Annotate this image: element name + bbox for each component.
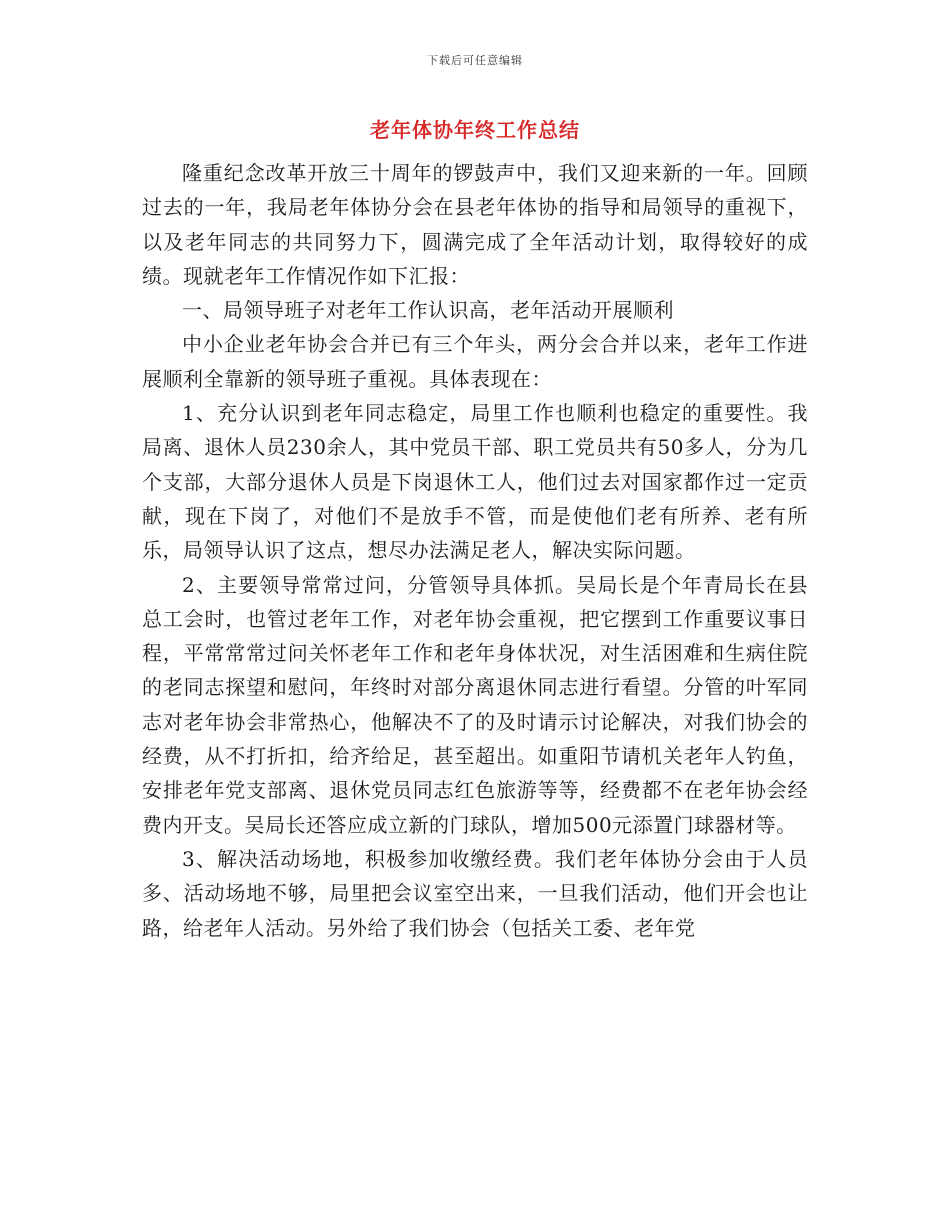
paragraph-item-2: 2、主要领导常常过问，分管领导具体抓。吴局长是个年青局长在县总工会时，也管过老年工作，对老年协会重视，把它摆到工作重要议事日程，平常常常过问关怀老年工作和老年身体状况，对生活困难和生病住院的老同志探望和慰问，年终时对部分离退休同志进行看望。分管的叶军同志对老年协会非常热心，他解决不了的及时请示讨论解决，对我们协会的经费，从不打折扣，给齐给足，甚至超出。如重阳节请机关老年人钓鱼，安排老年党支部离、退休党员同志红色旅游等等，经费都不在老年协会经费内开支。吴局长还答应成立新的门球队，增加500元添置门球器材等。: [142, 572, 808, 837]
paragraph-section-1-intro: 中小企业老年协会合并已有三个年头，两分会合并以来，老年工作进展顺利全靠新的领导班子重视。具体表现在：: [142, 332, 808, 391]
paragraph-section-heading-1: 一、局领导班子对老年工作认识高，老年活动开展顺利: [182, 298, 674, 323]
paragraph-item-3: 3、解决活动场地，积极参加收缴经费。我们老年体协分会由于人员多、活动场地不够，局里把会议室空出来，一旦我们活动，他们开会也让路，给老年人活动。另外给了我们协会（包括关工委、老年党: [142, 846, 808, 940]
paragraph-item-1: 1、充分认识到老年同志稳定，局里工作也顺利也稳定的重要性。我局离、退休人员230余人，其中党员干部、职工党员共有50多人，分为几个支部，大部分退休人员是下岗退休工人，他们过去对国家都作过一定贡献，现在下岗了，对他们不是放手不管，而是使他们老有所养、老有所乐，局领导认识了这点，想尽办法满足老人，解决实际问题。: [142, 401, 808, 563]
document-title: 老年体协年终工作总结: [370, 118, 580, 142]
paragraph-intro: 隆重纪念改革开放三十周年的锣鼓声中，我们又迎来新的一年。回顾过去的一年，我局老年体协分会在县老年体协的指导和局领导的重视下，以及老年同志的共同努力下，圆满完成了全年活动计划，取得较好的成绩。现就老年工作情况作如下汇报：: [142, 161, 808, 288]
header-note: 下载后可任意编辑: [427, 54, 523, 67]
document-body: [142, 156, 808, 945]
